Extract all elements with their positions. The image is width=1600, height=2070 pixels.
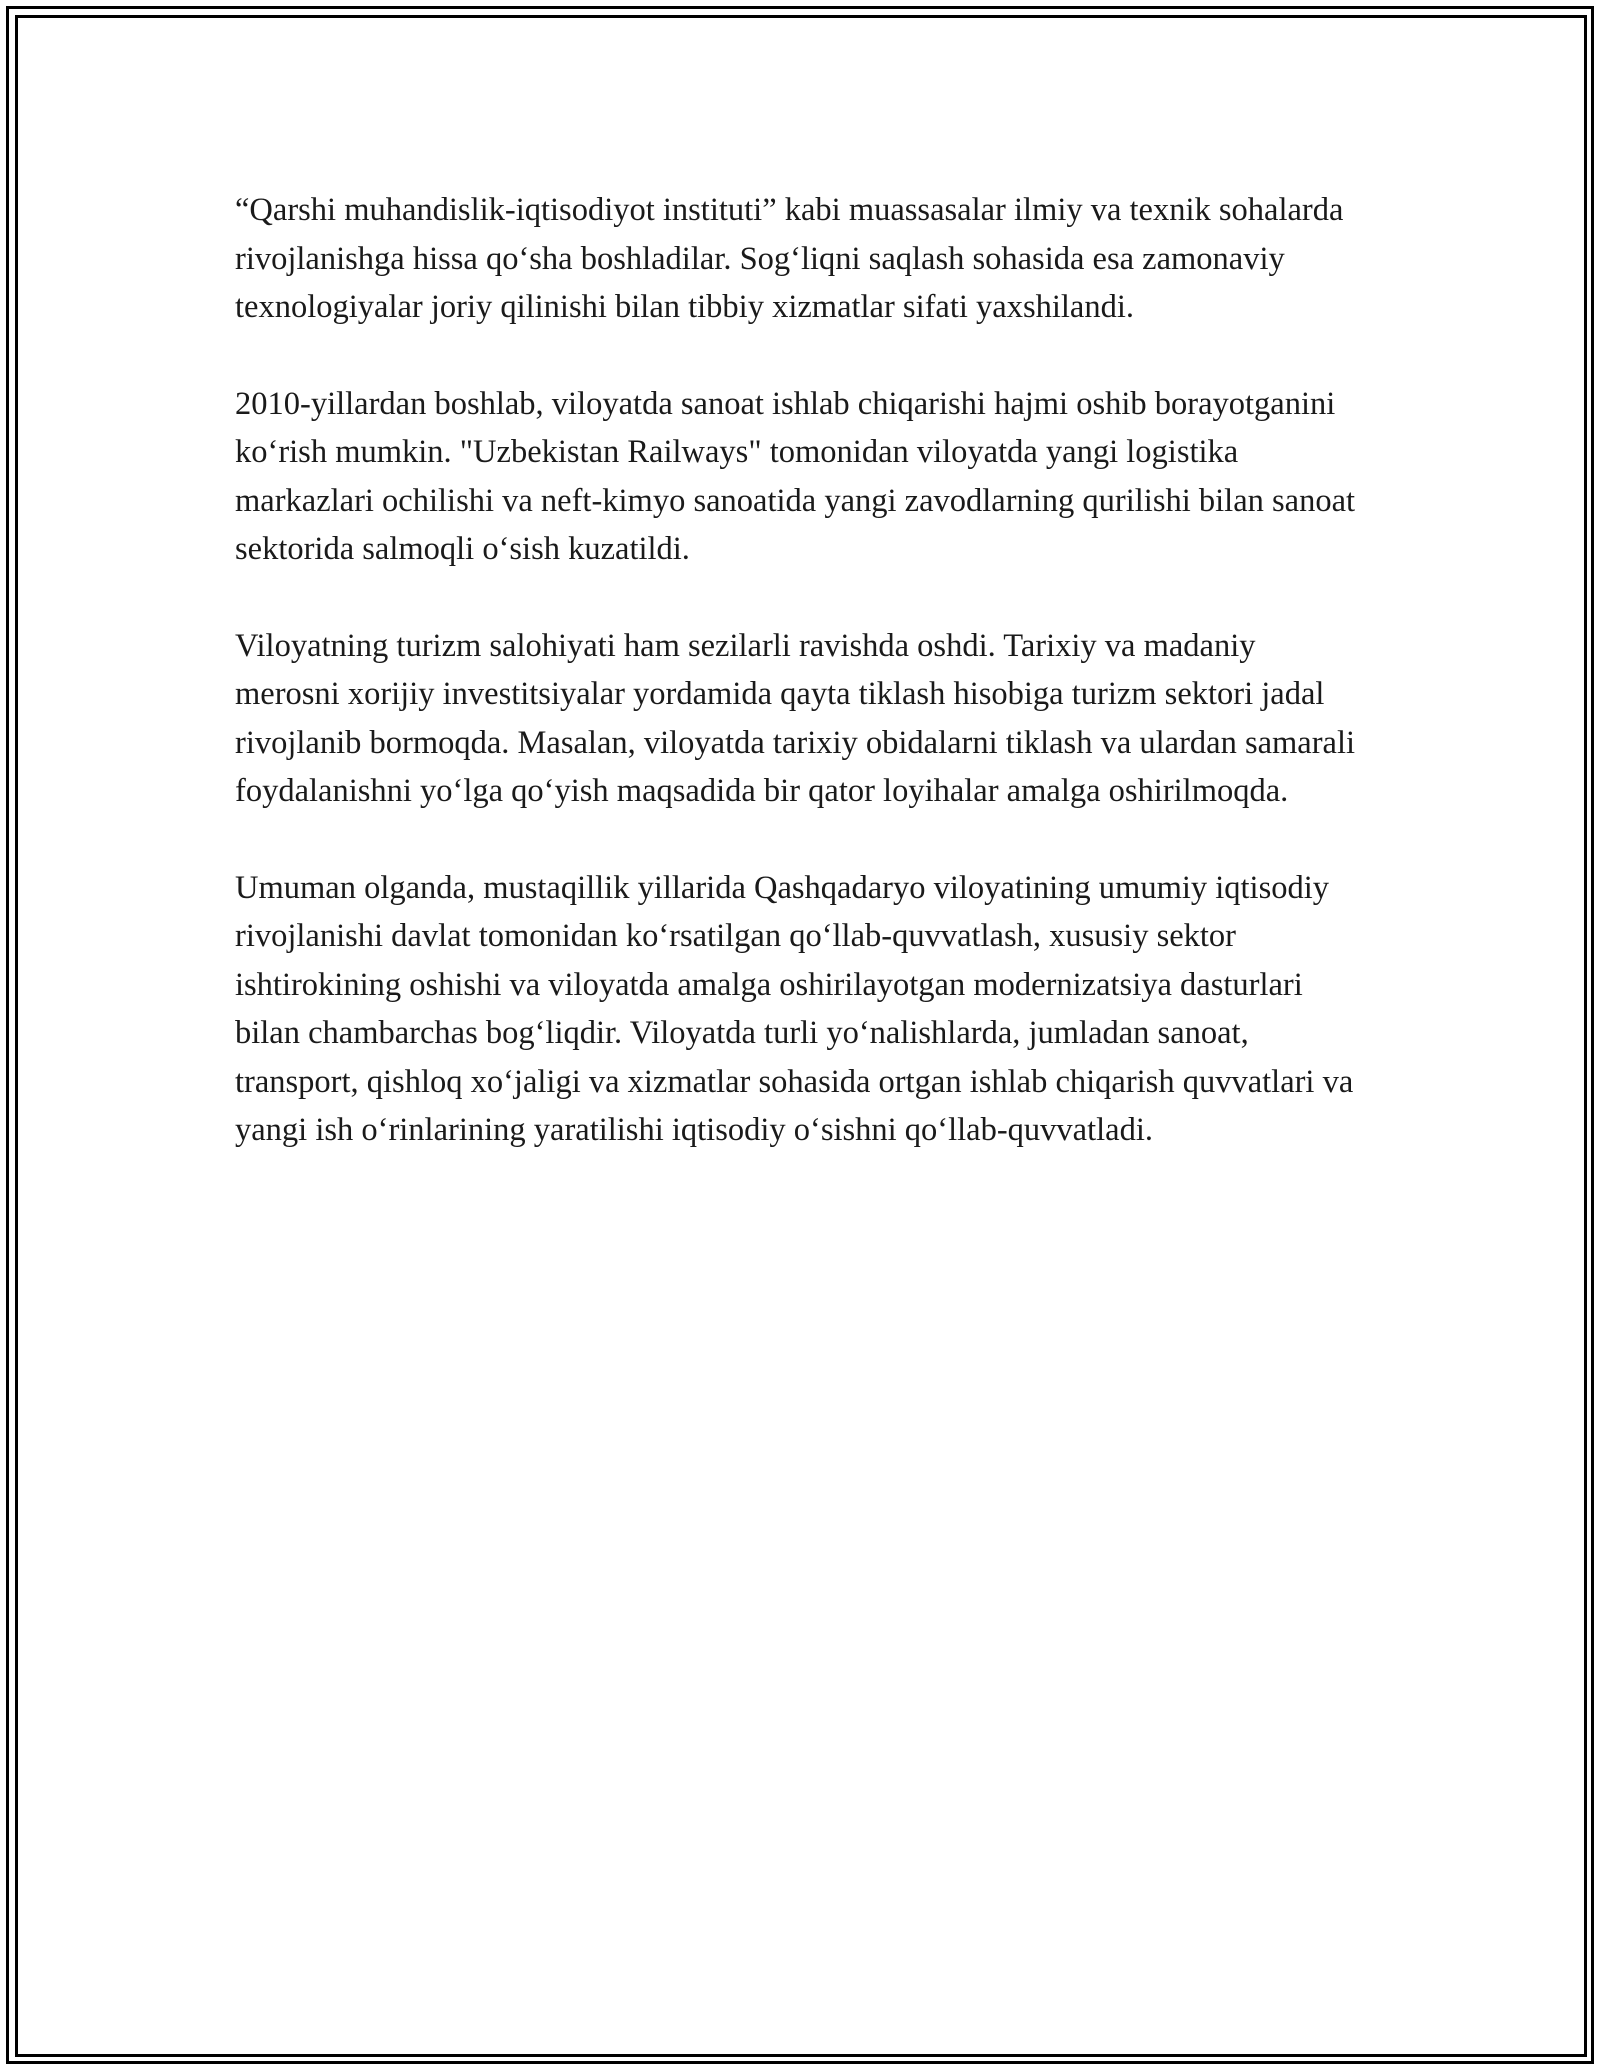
document-body: [235, 186, 1365, 1203]
paragraph-2: 2010-yillardan boshlab, viloyatda sanoat ishlab chiqarishi hajmi oshib borayotganini ko‘rish mumkin. "Uzbekistan Railways" tomonidan viloyatda yangi logistika markazlari ochilishi va neft-kimyo sanoatida yangi zavodlarning qurilishi bilan sanoat sektorida salmoqli o‘sish kuzatildi.: [235, 385, 1356, 567]
paragraph-3: Viloyatning turizm salohiyati ham sezilarli ravishda oshdi. Tarixiy va madaniy merosni xorijiy investitsiyalar yordamida qayta tiklash hisobiga turizm sektori jadal rivojlanib bormoqda. Masalan, viloyatda tarixiy obidalarni tiklash va ulardan samarali foydalanishni yo‘lga qo‘yish maqsadida bir qator loyihalar amalga oshirilmoqda.: [235, 627, 1356, 809]
paragraph-4: Umuman olganda, mustaqillik yillarida Qashqadaryo viloyatining umumiy iqtisodiy rivojlanishi davlat tomonidan ko‘rsatilgan qo‘llab-quvvatlash, xususiy sektor ishtirokining oshishi va viloyatda amalga oshirilayotgan modernizatsiya dasturlari bilan chambarchas bog‘liqdir. Viloyatda turli yo‘nalishlarda, jumladan sanoat, transport, qishloq xo‘jaligi va xizmatlar sohasida ortgan ishlab chiqarish quvvatlari va yangi ish o‘rinlarining yaratilishi iqtisodiy o‘sishni qo‘llab-quvvatladi.: [235, 869, 1354, 1148]
paragraph-1: “Qarshi muhandislik-iqtisodiyot instituti” kabi muassasalar ilmiy va texnik sohalarda rivojlanishga hissa qo‘sha boshladilar. Sog‘liqni saqlash sohasida esa zamonaviy texnologiyalar joriy qilinishi bilan tibbiy xizmatlar sifati yaxshilandi.: [235, 192, 1344, 325]
